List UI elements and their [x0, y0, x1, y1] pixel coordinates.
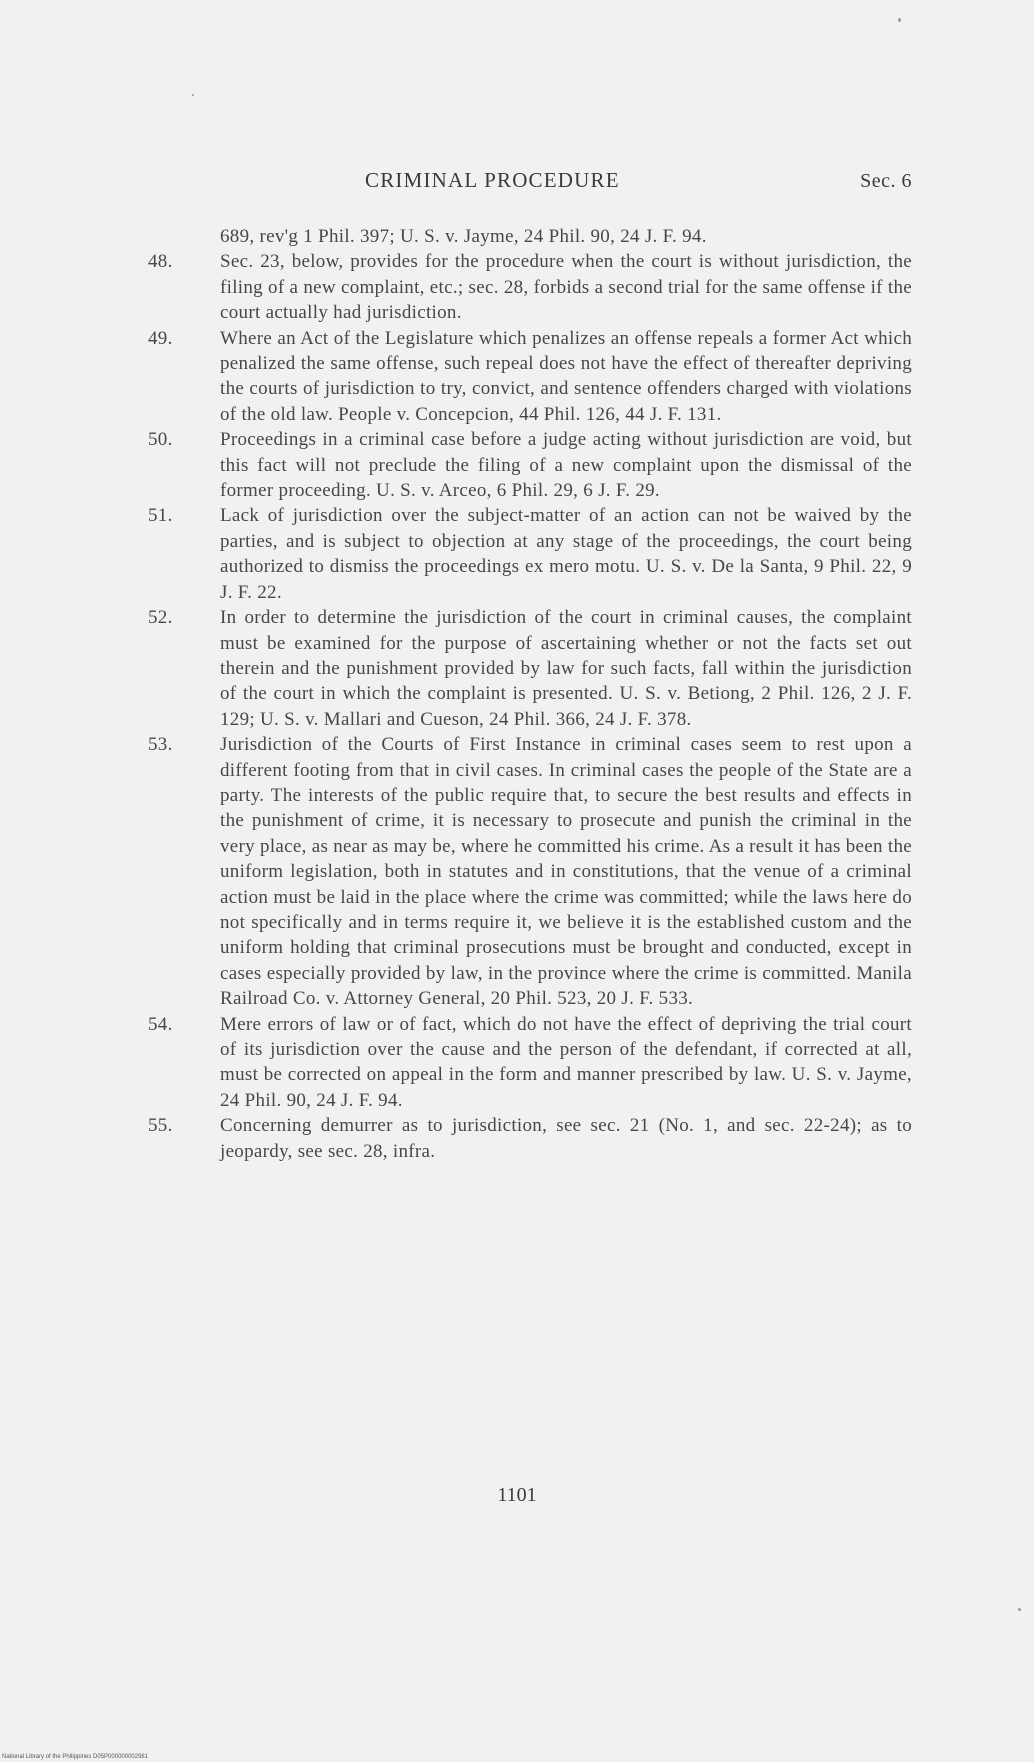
note-text: Proceedings in a criminal case before a judge acting without jurisdiction are void, but this fact will not preclude the filing of a new complaint upon the dismissal of the former proceeding. U. S. v. Arceo, 6 Phil. 29, 6 J. F. 29.: [220, 429, 912, 502]
note-48: [140, 249, 912, 325]
note-55: [140, 1113, 912, 1164]
note-49: [140, 326, 912, 428]
note-53: [140, 732, 912, 1011]
running-header: [140, 168, 912, 198]
note-number: 55.: [148, 1115, 173, 1137]
note-52: [140, 605, 912, 732]
note-number: 51.: [148, 505, 173, 527]
note-text: Sec. 23, below, provides for the procedure when the court is without jurisdiction, the filing of a new complaint, etc.; sec. 28, forbids a second trial for the same offense if the court actually had jurisdiction.: [220, 251, 912, 324]
note-text: Jurisdiction of the Courts of First Instance in criminal cases seem to rest upon a different footing from that in civil cases. In criminal cases the people of the State are a party. The interests of the public require that, to secure the best results and effects in the punishment of crime, it is necessary to prosecute and punish the criminal in the very place, as near as may be, where he committed his crime. As a result it has been the uniform legislation, both in statutes and in constitutions, that the venue of a criminal action must be laid in the place where the crime was committed; while the laws here do not specifically and in terms require it, we believe it is the established custom and the uniform holding that criminal prosecutions must be brought and conducted, except in cases especially provided by law, in the province where the crime is committed. Manila Railroad Co. v. Attorney General, 20 Phil. 523, 20 J. F. 533.: [220, 734, 912, 1010]
scan-speck: [1018, 1608, 1021, 1611]
header-section: Sec. 6: [860, 170, 912, 192]
note-54: [140, 1012, 912, 1114]
note-text: In order to determine the jurisdiction of the court in criminal causes, the complaint must be examined for the purpose of ascertaining whether or not the facts set out therein and the punishment provided by law for such facts, fall within the jurisdiction of the court in which the complaint is presented. U. S. v. Betiong, 2 Phil. 126, 2 J. F. 129; U. S. v. Mallari and Cueson, 24 Phil. 366, 24 J. F. 378.: [220, 607, 912, 730]
scan-credit: National Library of the Philippines D05P000000002981: [2, 1754, 149, 1760]
note-number: 54.: [148, 1013, 173, 1035]
note-text: Where an Act of the Legislature which penalizes an offense repeals a former Act which penalized the same offense, such repeal does not have the effect of thereafter depriving the courts of jurisdiction to try, convict, and sentence offenders charged with violations of the old law. People v. Concepcion, 44 Phil. 126, 44 J. F. 131.: [220, 327, 912, 425]
note-number: 52.: [148, 607, 173, 629]
note-number: 53.: [148, 734, 173, 756]
note-text: Mere errors of law or of fact, which do not have the effect of depriving the trial court of its jurisdiction over the cause and the person of the defendant, if corrected at all, must be corrected on appeal in the form and manner prescribed by law. U. S. v. Jayme, 24 Phil. 90, 24 J. F. 94.: [220, 1013, 912, 1111]
header-title: CRIMINAL PROCEDURE: [365, 168, 620, 192]
note-text: 689, rev'g 1 Phil. 397; U. S. v. Jayme, 24 Phil. 90, 24 J. F. 94.: [220, 226, 707, 247]
note-text: Concerning demurrer as to jurisdiction, see sec. 21 (No. 1, and sec. 22-24); as to jeopardy, see sec. 28, infra.: [220, 1115, 912, 1162]
note-continuation: [140, 224, 912, 249]
note-number: 49.: [148, 327, 173, 349]
footnotes: [140, 224, 912, 1164]
page-number: 1101: [497, 1484, 537, 1506]
note-number: 48.: [148, 251, 173, 273]
note-50: [140, 427, 912, 503]
scan-speck: [192, 94, 194, 96]
scan-speck: [898, 18, 901, 22]
note-number: 50.: [148, 429, 173, 451]
note-text: Lack of jurisdiction over the subject-matter of an action can not be waived by the parties, and is subject to objection at any stage of the proceedings, the court being authorized to dismiss the proceedings ex mero motu. U. S. v. De la Santa, 9 Phil. 22, 9 J. F. 22.: [220, 505, 912, 603]
note-51: [140, 503, 912, 605]
